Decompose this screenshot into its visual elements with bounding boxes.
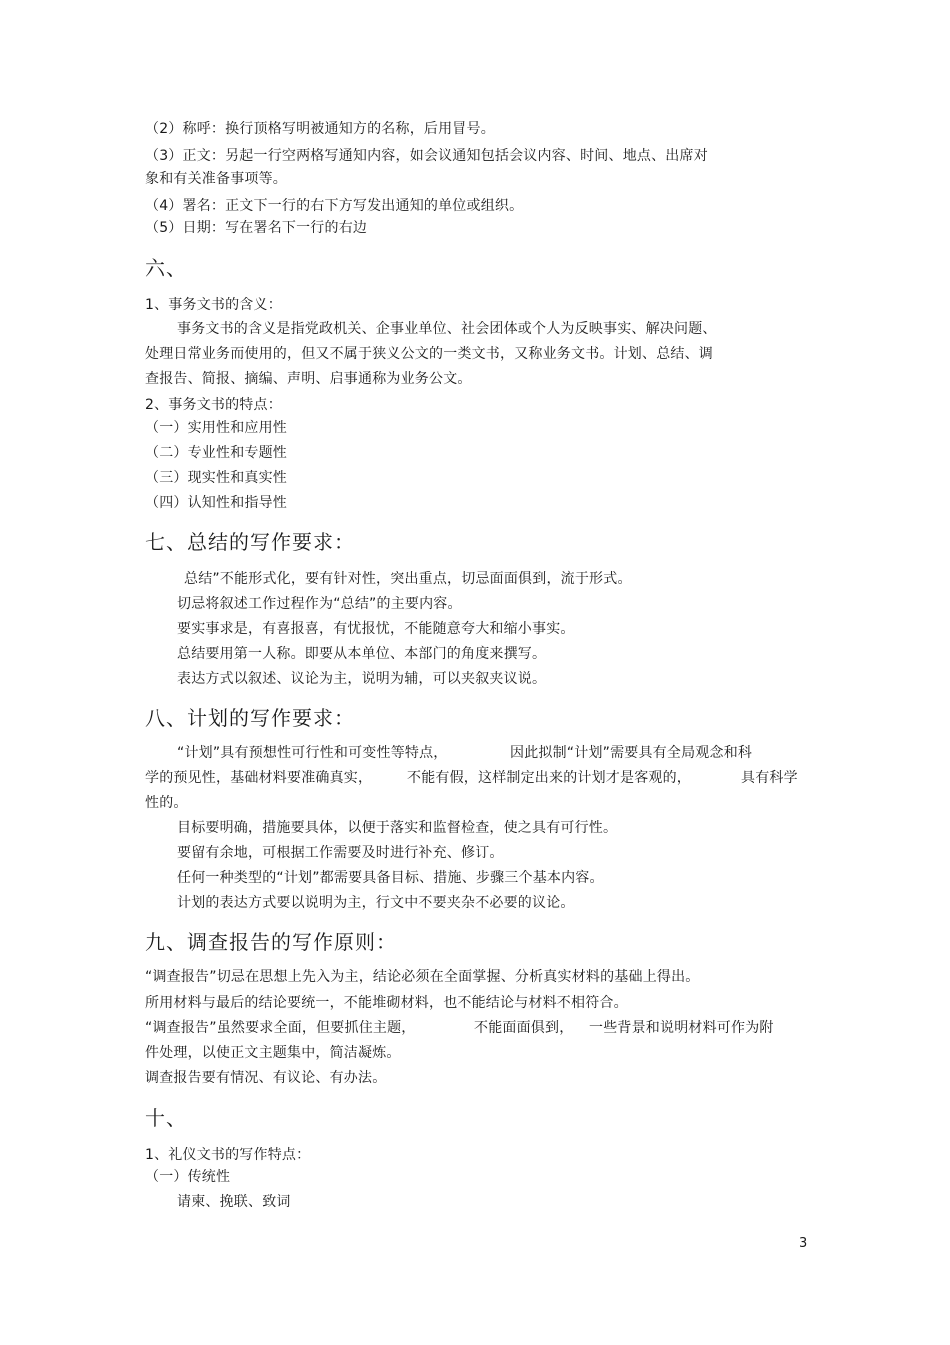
section-8-line: 具有科学 [741, 770, 798, 786]
section-9-line: “调查报告”虽然要求全面，但要抓住主题， [145, 1020, 416, 1036]
section-10-heading: 十、 [145, 1106, 187, 1130]
section-10-line: 请柬、挽联、致词 [177, 1194, 291, 1210]
section-7-line: 表达方式以叙述、议论为主，说明为辅，可以夹叙夹议说。 [177, 671, 547, 687]
section-7-line: 总结”不能形式化，要有针对性，突出重点，切忌面面俱到，流于形式。 [184, 571, 632, 587]
section-9-heading: 九、调查报告的写作原则： [145, 930, 397, 954]
section-9-line: “调查报告”切忌在思想上先入为主，结论必须在全面掌握、分析真实材料的基础上得出。 [145, 969, 700, 985]
section-8-line: 因此拟制“计划”需要具有全局观念和科 [510, 745, 753, 761]
list-item: （四）认知性和指导性 [145, 495, 287, 511]
page-number: 3 [799, 1236, 808, 1251]
item-date: （5）日期：写在署名下一行的右边 [145, 220, 368, 236]
item-salutation: （2）称呼：换行顶格写明被通知方的名称，后用冒号。 [145, 121, 495, 137]
list-item: （二）专业性和专题性 [145, 445, 287, 461]
section-6-paragraph-cont: 处理日常业务而使用的，但又不属于狭义公文的一类文书，又称业务文书。计划、总结、调 [145, 346, 713, 362]
section-7-line: 总结要用第一人称。即要从本单位、本部门的角度来撰写。 [177, 646, 547, 662]
section-10-subtitle: 1、礼仪文书的写作特点： [145, 1147, 311, 1163]
section-9-line: 所用材料与最后的结论要统一，不能堆砌材料，也不能结论与材料不相符合。 [145, 995, 628, 1011]
section-8-line: 学的预见性，基础材料要准确真实， [145, 770, 373, 786]
list-item: （三）现实性和真实性 [145, 470, 287, 486]
section-8-line: 要留有余地，可根据工作需要及时进行补充、修订。 [177, 845, 504, 861]
section-6-subtitle-meaning: 1、事务文书的含义： [145, 297, 282, 313]
item-body-text-cont: 象和有关准备事项等。 [145, 171, 287, 187]
section-6-paragraph: 事务文书的含义是指党政机关、企事业单位、社会团体或个人为反映事实、解决问题、 [177, 321, 717, 337]
section-7-line: 切忌将叙述工作过程作为“总结”的主要内容。 [177, 596, 462, 612]
section-8-line: 不能有假，这样制定出来的计划才是客观的， [407, 770, 691, 786]
list-item: （一）传统性 [145, 1169, 231, 1185]
section-9-line: 件处理，以使正文主题集中，简洁凝炼。 [145, 1045, 401, 1061]
section-9-line: 不能面面俱到， [474, 1020, 574, 1036]
section-8-line: 性的。 [145, 795, 188, 811]
section-8-line: 计划的表达方式要以说明为主，行文中不要夹杂不必要的议论。 [177, 895, 575, 911]
section-9-line: 一些背景和说明材料可作为附 [589, 1020, 774, 1036]
item-signature: （4）署名：正文下一行的右下方写发出通知的单位或组织。 [145, 198, 524, 214]
section-6-heading: 六、 [145, 256, 187, 280]
section-6-paragraph-end: 查报告、简报、摘编、声明、启事通称为业务公文。 [145, 371, 472, 387]
section-9-line: 调查报告要有情况、有议论、有办法。 [145, 1070, 387, 1086]
section-8-line: “计划”具有预想性可行性和可变性等特点， [177, 745, 448, 761]
section-7-heading: 七、总结的写作要求： [145, 530, 355, 554]
section-8-line: 任何一种类型的“计划”都需要具备目标、措施、步骤三个基本内容。 [177, 870, 604, 886]
list-item: （一）实用性和应用性 [145, 420, 287, 436]
item-body-text: （3）正文：另起一行空两格写通知内容，如会议通知包括会议内容、时间、地点、出席对 [145, 148, 708, 164]
section-8-heading: 八、计划的写作要求： [145, 706, 355, 730]
section-7-line: 要实事求是，有喜报喜，有忧报忧，不能随意夸大和缩小事实。 [177, 621, 575, 637]
section-8-line: 目标要明确，措施要具体，以便于落实和监督检查，使之具有可行性。 [177, 820, 618, 836]
section-6-subtitle-features: 2、事务文书的特点： [145, 397, 282, 413]
